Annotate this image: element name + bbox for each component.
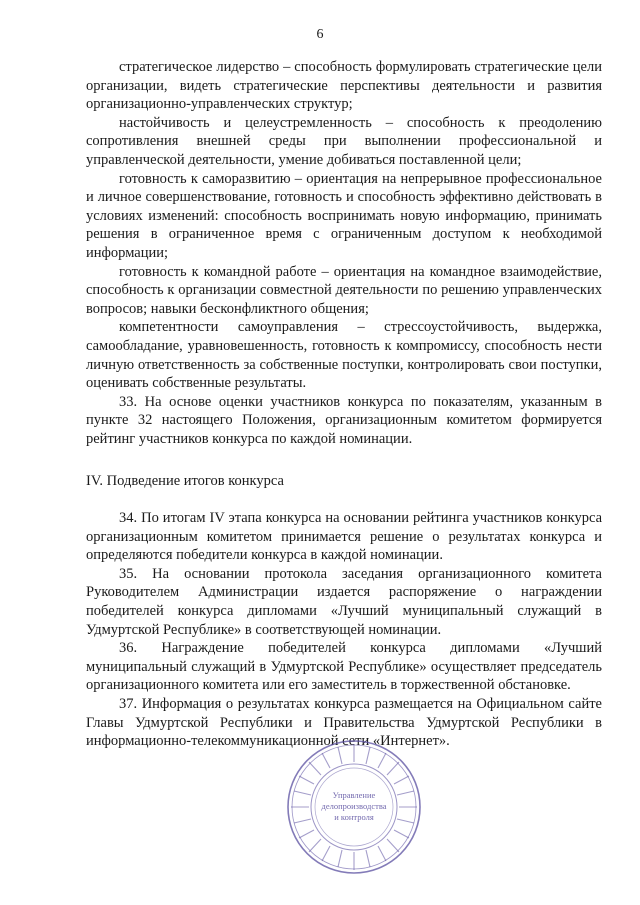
section-heading: IV. Подведение итогов конкурса (86, 473, 284, 490)
page-number: 6 (316, 27, 324, 42)
paragraph: 35. На основании протокола заседания организационного комитета Руководителем Администрации издается распоряжение о награждении победителей конкурса дипломами «Лучший муниципальный служащий в Удмуртской Республике» в соответствующей номинации. (86, 565, 602, 638)
official-seal-stamp (285, 738, 423, 876)
paragraph: 36. Награждение победителей конкурса дипломами «Лучший муниципальный служащий в Удмуртской Республике» осуществляет председатель организационного комитета или его заместитель в торжественной обстановке. (86, 640, 602, 694)
seal-center-line: Управление (332, 790, 376, 800)
paragraph: готовность к командной работе – ориентация на командное взаимодействие, способность к организации совместной деятельности по решению управленческих вопросов; навыки бесконфликтного общения; (86, 263, 602, 317)
paragraph: 33. На основе оценки участников конкурса по показателям, указанным в пункте 32 настоящего Положения, организационным комитетом формируется рейтинг участников конкурса по каждой номинации. (86, 393, 602, 447)
seal-center-line: делопроизводства (321, 801, 387, 811)
paragraph: готовность к саморазвитию – ориентация на непрерывное профессиональное и личное совершенствование, готовность и способность эффективно действовать в условиях изменений: способность воспринимать новую информацию, принимать решения в ограниченное время с ограниченным доступом к необходимой информации; (86, 170, 602, 261)
paragraph: компетентности самоуправления – стрессоустойчивость, выдержка, самообладание, уравновешенность, готовность к компромиссу, способность нести личную ответственность за собственные поступки, контролировать свои поступки, оценивать собственные результаты. (86, 319, 602, 392)
paragraph: 37. Информация о результатах конкурса размещается на Официальном сайте Главы Удмуртской Республики и Правительства Удмуртской Республики в информационно-телекоммуникационной сети «Интернет». (86, 696, 602, 750)
paragraph: стратегическое лидерство – способность формулировать стратегические цели организации, видеть стратегические перспективы деятельности и развития организационно-управленческих структур; (86, 59, 602, 113)
paragraph: 34. По итогам IV этапа конкурса на основании рейтинга участников конкурса организационным комитетом принимается решение о результатах конкурса и определяются победители конкурса в каждой номинации. (86, 510, 602, 564)
seal-center-line: и контроля (334, 812, 374, 822)
seal-graphic (285, 738, 423, 876)
paragraph: настойчивость и целеустремленность – способность к преодолению сопротивления внешней среды при выполнении профессиональной и управленческой деятельности, умение добиваться поставленной цели; (86, 114, 602, 168)
document-body (86, 58, 602, 751)
